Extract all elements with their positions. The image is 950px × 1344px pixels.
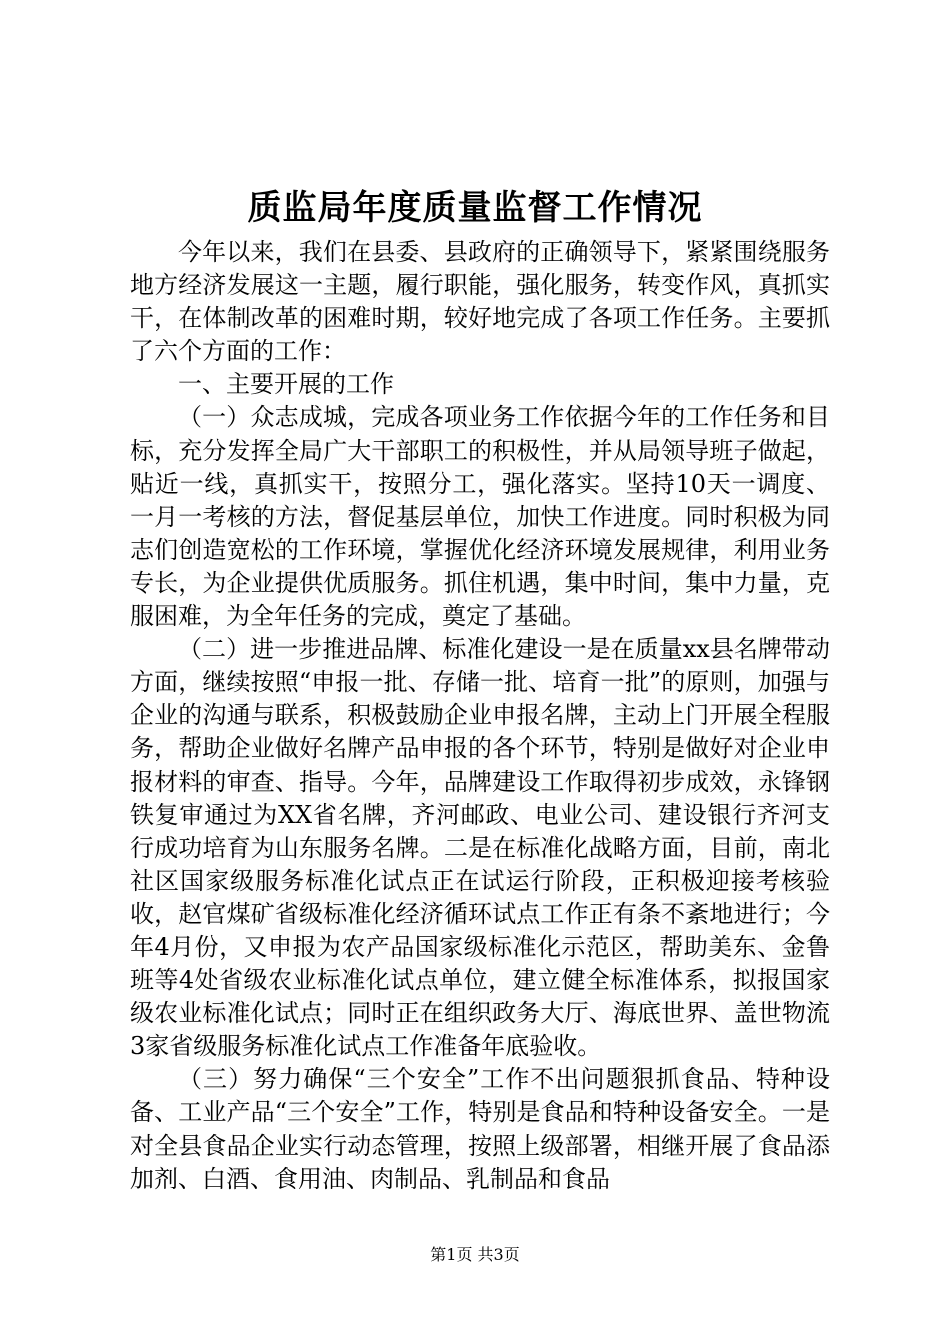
paragraph-item-3: （三）努力确保“三个安全”工作不出问题狠抓食品、特种设备、工业产品“三个安全”工作，特别是食品和特种设备安全。一是对全县食品企业实行动态管理，按照上级部署，相继开展了食品添加剂、白酒、食用油、肉制品、乳制品和食品: [130, 1065, 830, 1193]
document-title: 质监局年度质量监督工作情况: [247, 188, 703, 228]
document-body: [130, 236, 830, 1196]
paragraph-intro: 今年以来，我们在县委、县政府的正确领导下，紧紧围绕服务地方经济发展这一主题，履行职能，强化服务，转变作风，真抓实干，在体制改革的困难时期，较好地完成了各项工作任务。主要抓了六个方面的工作：: [130, 238, 830, 366]
paragraph-item-1: （一）众志成城，完成各项业务工作依据今年的工作任务和目标，充分发挥全局广大干部职工的积极性，并从局领导班子做起，贴近一线，真抓实干，按照分工，强化落实。坚持10天一调度、一月一考核的方法，督促基层单位，加快工作进度。同时积极为同志们创造宽松的工作环境，掌握优化经济环境发展规律，利用业务专长，为企业提供优质服务。抓住机遇，集中时间，集中力量，克服困难，为全年任务的完成，奠定了基础。: [130, 403, 830, 631]
page-number-footer: 第1页 共3页: [430, 1245, 520, 1264]
paragraph-item-2: （二）进一步推进品牌、标准化建设一是在质量xx县名牌带动方面，继续按照“申报一批、存储一批、培育一批”的原则，加强与企业的沟通与联系，积极鼓励企业申报名牌，主动上门开展全程服务，帮助企业做好名牌产品申报的各个环节，特别是做好对企业申报材料的审查、指导。今年，品牌建设工作取得初步成效，永锋钢铁复审通过为XX省名牌，齐河邮政、电业公司、建设银行齐河支行成功培育为山东服务名牌。二是在标准化战略方面，目前，南北社区国家级服务标准化试点正在试运行阶段，正积极迎接考核验收，赵官煤矿省级标准化经济循环试点工作正有条不紊地进行；今年4月份，又申报为农产品国家级标准化示范区，帮助美东、金鲁班等4处省级农业标准化试点单位，建立健全标准体系，拟报国家级农业标准化试点；同时正在组织政务大厅、海底世界、盖世物流3家省级服务标准化试点工作准备年底验收。: [130, 635, 830, 1061]
section-heading: 一、主要开展的工作: [178, 370, 394, 399]
